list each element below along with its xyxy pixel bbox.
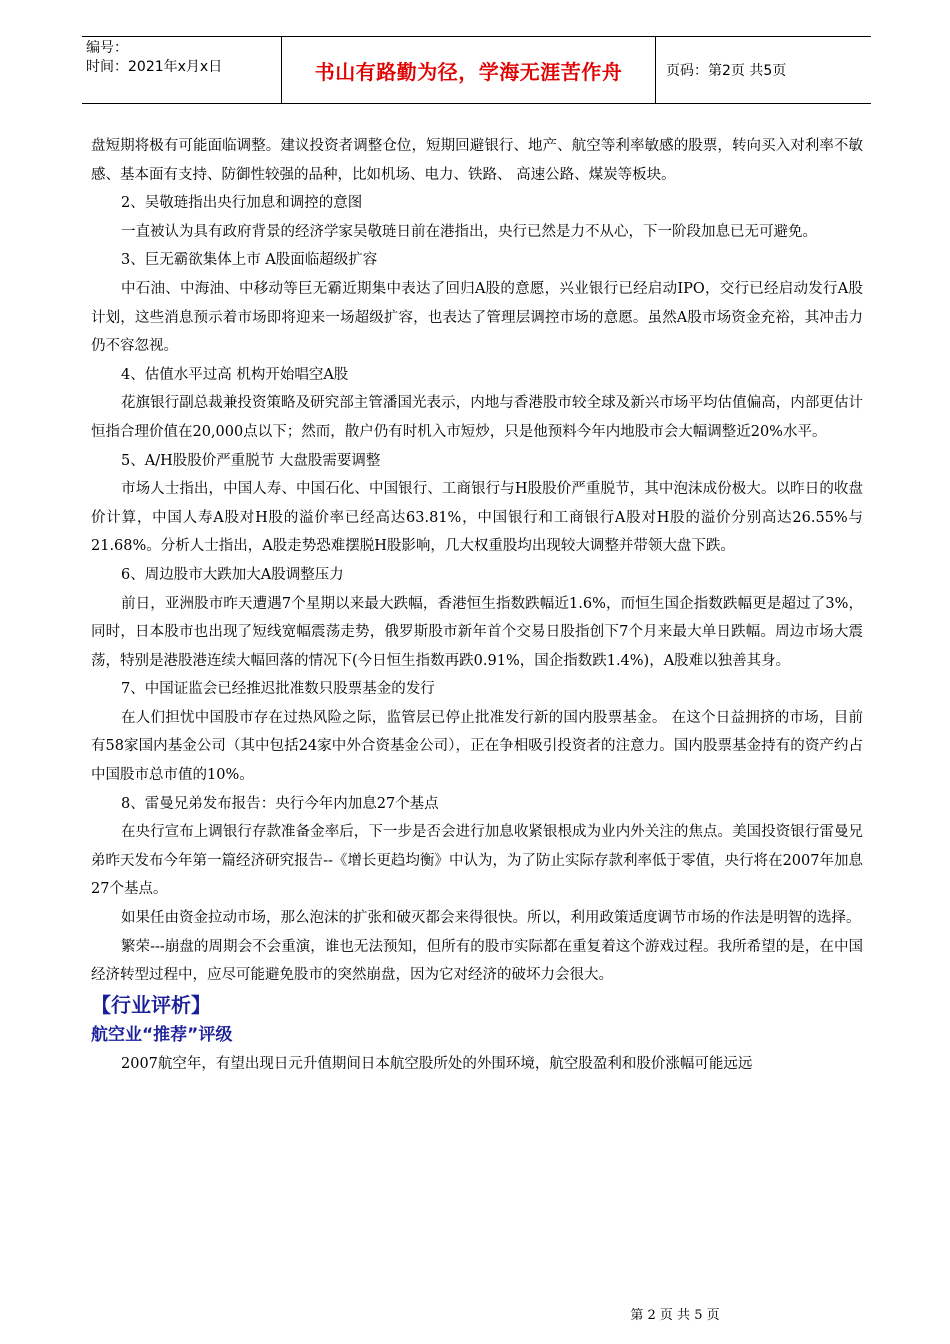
list-heading: 2、吴敬琏指出央行加息和调控的意图 — [121, 195, 363, 212]
sub-heading: 航空业“推荐”评级 — [91, 1024, 233, 1045]
header-meta — [82, 37, 282, 103]
document-body — [91, 132, 863, 1078]
paragraph: 在央行宣布上调银行存款准备金率后，下一步是否会进行加息收紧银根成为业内外关注的焦点。美国投资银行雷曼兄弟昨天发布今年第一篇经济研究报告--《增长更趋均衡》中认为，为了防止实际存款利率低于零值，央行将在2007年加息27个基点。 — [91, 824, 863, 898]
paragraph: 一直被认为具有政府背景的经济学家吴敬琏日前在港指出，央行已然是力不从心，下一阶段加息已无可避免。 — [121, 223, 817, 240]
paragraph: 如果任由资金拉动市场，那么泡沫的扩张和破灭都会来得很快。所以，利用政策适度调节市场的作法是明智的选择。 — [121, 910, 861, 927]
section-heading: 【行业评析】 — [91, 992, 211, 1017]
paragraph: 前日，亚洲股市昨天遭遇7个星期以来最大跌幅，香港恒生指数跌幅近1.6%，而恒生国企指数跌幅更是超过了3%，同时，日本股市也出现了短线宽幅震荡走势，俄罗斯股市新年首个交易日股指创下7个月来最大单日跌幅。周边市场大震荡，特别是港股港连续大幅回落的情况下(今日恒生指数再跌0.91%，国企指数跌1.4%)，A股难以独善其身。 — [91, 595, 863, 669]
header-motto: 书山有路勤为径，学海无涯苦作舟 — [282, 37, 656, 103]
page-header — [82, 36, 871, 104]
number-label: 编号： — [86, 40, 128, 56]
paragraph: 盘短期将极有可能面临调整。建议投资者调整仓位，短期回避银行、地产、航空等利率敏感的股票，转向买入对利率不敏感、基本面有支持、防御性较强的品种，比如机场、电力、铁路、 高速公路、煤炭等板块。 — [91, 138, 863, 183]
paragraph: 市场人士指出，中国人寿、中国石化、中国银行、工商银行与H股股价严重脱节，其中泡沫成份极大。以昨日的收盘价计算，中国人寿A股对H股的溢价率已经高达63.81%，中国银行和工商银行A股对H股的溢价分别高达26.55%与21.68%。分析人士指出，A股走势恐难摆脱H股影响，几大权重股均出现较大调整并带领大盘下跌。 — [91, 481, 863, 555]
time-label: 时间：2021年x月x日 — [86, 59, 223, 75]
paragraph: 2007航空年，有望出现日元升值期间日本航空股所处的外围环境，航空股盈利和股价涨幅可能远远 — [121, 1055, 753, 1072]
header-page-label: 页码：第2页 共5页 — [666, 63, 787, 79]
paragraph: 在人们担忧中国股市存在过热风险之际，监管层已停止批准发行新的国内股票基金。 在这个日益拥挤的市场，目前有58家国内基金公司（其中包括24家中外合资基金公司），正在争相吸引投资者的注意力。国内股票基金持有的资产约占中国股市总市值的10%。 — [91, 709, 863, 784]
list-heading: 3、巨无霸欲集体上市 A股面临超级扩容 — [121, 252, 378, 269]
paragraph: 花旗银行副总裁兼投资策略及研究部主管潘国光表示，内地与香港股市较全球及新兴市场平均估值偏高，内部更估计恒指合理价值在20,000点以下；然而，散户仍有时机入市短炒，只是他预料今年内地股市会大幅调整近20%水平。 — [91, 395, 863, 440]
paragraph: 繁荣---崩盘的周期会不会重演，谁也无法预知，但所有的股市实际都在重复着这个游戏过程。我所希望的是，在中国经济转型过程中，应尽可能避免股市的突然崩盘，因为它对经济的破坏力会很大。 — [91, 938, 863, 984]
list-heading: 8、雷曼兄弟发布报告：央行今年内加息27个基点 — [121, 795, 439, 812]
list-heading: 7、中国证监会已经推迟批准数只股票基金的发行 — [121, 681, 435, 698]
list-heading: 5、A/H股股价严重脱节 大盘股需要调整 — [121, 452, 381, 469]
paragraph: 中石油、中海油、中移动等巨无霸近期集中表达了回归A股的意愿，兴业银行已经启动IPO，交行已经启动发行A股计划，这些消息预示着市场即将迎来一场超级扩容，也表达了管理层调控市场的意愿。虽然A股市场资金充裕，其冲击力仍不容忽视。 — [91, 280, 863, 355]
list-heading: 6、周边股市大跌加大A股调整压力 — [121, 566, 344, 583]
page-footer: 第 2 页 共 5 页 — [630, 1308, 720, 1323]
list-heading: 4、估值水平过高 机构开始唱空A股 — [121, 366, 349, 383]
